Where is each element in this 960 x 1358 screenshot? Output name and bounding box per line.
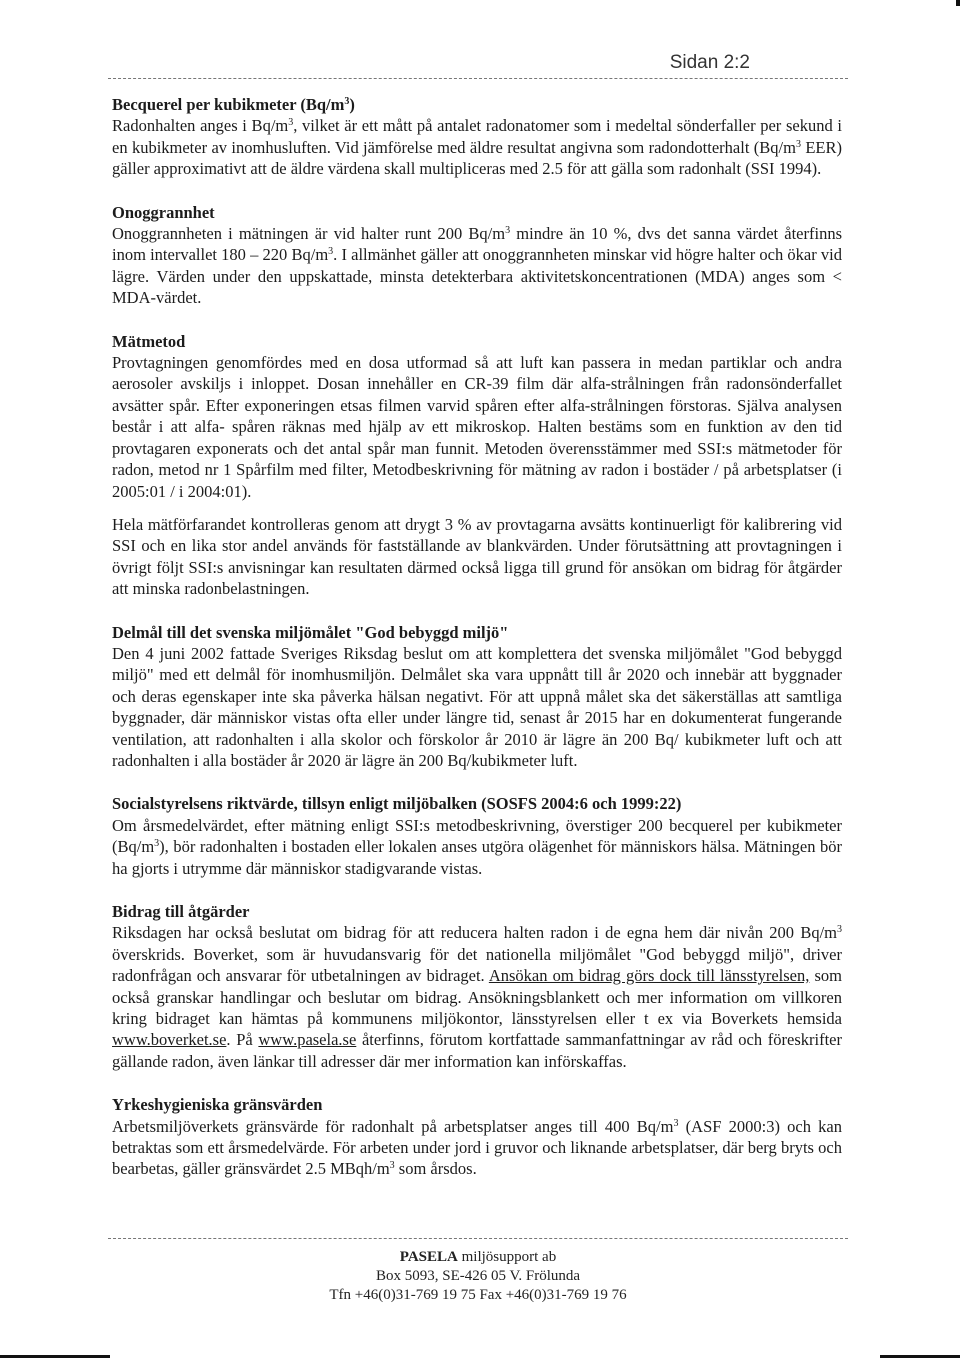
footer-divider: [108, 1238, 848, 1239]
section-paragraph: Radonhalten anges i $Bq/m^3$, vilket är ett mått på antalet radonatomer som i medeltal sönderfaller per sekund i en kubikmeter av inomhusluften. Vid jämförelse med äldre resultat angivna som radondotterhalt ($Bq/m^3$ EER) gäller approximativt att de äldre värdena skall multipliceras med 2.5 för att gälla som radonhalt (SSI 1994).: [112, 116, 842, 179]
section-paragraph: Hela mätförfarandet kontrolleras genom att drygt 3 % av provtagarna avsätts kontinuerligt för kalibrering vid SSI och en lika stor andel används för fastställande av blankvärden. Under förutsättning att provtagningen i övrigt följt SSI:s anvisningar kan resultaten därmed också ligga till grund för ansökan om bidrag för åtgärder att minska radonbelastningen.: [112, 514, 842, 599]
section-paragraph: Riksdagen har också beslutat om bidrag för att reducera halten radon i de egna hem där nivån 200 $Bq/m^3$ överskrids. Boverket, som är huvudansvarig för det nationella miljömålet "God bebyggd miljö", driver radonfrågan och ansvarar för utbetalningen av bidraget. Ansökan om bidrag görs dock till länsstyrelsen, som också granskar handlingar och beslutar om bidrag. Ansökningsblankett och mer information om villkoren kring bidraget kan hämtas på kommunens miljökontor, länsstyrelsen eller t ex via Boverkets hemsida www.boverket.se. På www.pasela.se återfinns, förutom kortfattade sammanfattningar av råd och föreskrifter gällande radon, även länkar till adresser där mer information kan införskaffas.: [112, 923, 842, 1071]
section-delmal: [112, 622, 842, 772]
section-heading: Onoggrannhet: [112, 202, 215, 222]
section-heading: Mätmetod: [112, 331, 186, 351]
section-heading: Socialstyrelsens riktvärde, tillsyn enligt miljöbalken (SOSFS 2004:6 och 1999:22): [112, 794, 682, 814]
section-heading: Becquerel per kubikmeter $(Bq/m^3)$: [112, 95, 355, 114]
section-heading: Yrkeshygieniska gränsvärden: [112, 1095, 323, 1115]
section-paragraph: Onoggrannheten i mätningen är vid halter runt 200 $Bq/m^3$ mindre än 10 %, dvs det sanna värdet återfinns inom intervallet 180 – 220 $Bq/m^3$. I allmänhet gäller att onoggrannheten minskar vid högre halter och ökar vid lägre. Värden under den uppskattade, minsta detekterbara aktivitetskoncentrationen (MDA) anges som < MDA-värdet.: [112, 224, 843, 308]
section-paragraph: Arbetsmiljöverkets gränsvärde för radonhalt på arbetsplatser anges till 400 $Bq/m^3$ (ASF 2000:3) och kan betraktas som ett årsmedelvärde. För arbeten under jord i gruvor och liknande arbetsplatser, där berg bryts och bearbetas, gäller gränsvärdet 2.5 MBqh/$m^3$ som årsdos.: [112, 1116, 842, 1179]
section-becquerel: [112, 94, 842, 180]
section-socialstyrelsen: [112, 793, 842, 879]
pasela-link[interactable]: www.pasela.se: [258, 1030, 357, 1050]
section-heading: Bidrag till åtgärder: [112, 902, 250, 921]
section-bidrag: [112, 901, 842, 1072]
document-body: [112, 94, 842, 1202]
section-heading: Delmål till det svenska miljömålet "God bebyggd miljö": [112, 622, 509, 642]
footer-address: Box 5093, SE-426 05 V. Frölunda: [375, 1268, 581, 1284]
page-number: Sidan 2:2: [669, 52, 750, 73]
section-matmetod: [112, 331, 842, 600]
boverket-link[interactable]: www.boverket.se: [112, 1030, 227, 1050]
footer: [108, 1248, 848, 1305]
section-yrkeshygieniska: [112, 1094, 842, 1180]
footer-company: PASELA miljösupport ab: [399, 1249, 557, 1265]
section-paragraph: Provtagningen genomfördes med en dosa utformad så att luft kan passera in medan partiklar och andra aerosoler avskiljs i inloppet. Dosan innehåller en CR-39 film där alfa-strålningen från radonsönderfallet avsätter spår. Efter exponeringen etsas filmen varvid spåren efter alfa-strålningen förstoras. Själva analysen består i att alfa- spåren räknas med hjälp av ett mikroskop. Halten bestäms som en funktion av den tid provtagaren exponerats och det antal spår man funnit. Metoden överensstämmer med SSI:s mätmetoder för radon, metod nr 1 Spårfilm med filter, Metodbeskrivning för mätning av radon i bostäder / på arbetsplatser (i 2005:01 / i 2004:01).: [112, 353, 842, 501]
section-onoggrannhet: [112, 202, 842, 309]
underlined-text: Ansökan om bidrag görs dock till länsstyrelsen,: [488, 966, 810, 986]
header-divider: [108, 78, 848, 79]
footer-phone: Tfn +46(0)31-769 19 75 Fax +46(0)31-769 19 76: [329, 1287, 627, 1303]
section-paragraph: Om årsmedelvärdet, efter mätning enligt SSI:s metodbeskrivning, överstiger 200 becquerel per kubikmeter $(Bq/m^3)$, bör radonhalten i bostaden eller lokalen anses utgöra olägenhet för människors hälsa. Mätningen bör ha gjorts i utrymme där människor stadigvarande vistas.: [112, 815, 842, 878]
scan-edge-mark: [956, 0, 960, 6]
section-paragraph: Den 4 juni 2002 fattade Sveriges Riksdag beslut om att komplettera det svenska miljömålet "God bebyggd miljö" med ett delmål för inomhusmiljön. Delmålet ska vara uppnått till år 2020 och innebär att byggnader och deras egenskaper inte ska påverka hälsan negativt. För att uppnå målet ska det säkerställas att samtliga byggnader, där människor vistas ofta eller under längre tid, senast år 2015 har en dokumenterat fungerande ventilation, att radonhalten i alla skolor och förskolor år 2010 är lägre än 200 Bq/ kubikmeter luft och att radonhalten i alla bostäder år 2020 är lägre än 200 Bq/kubikmeter luft.: [112, 643, 842, 770]
